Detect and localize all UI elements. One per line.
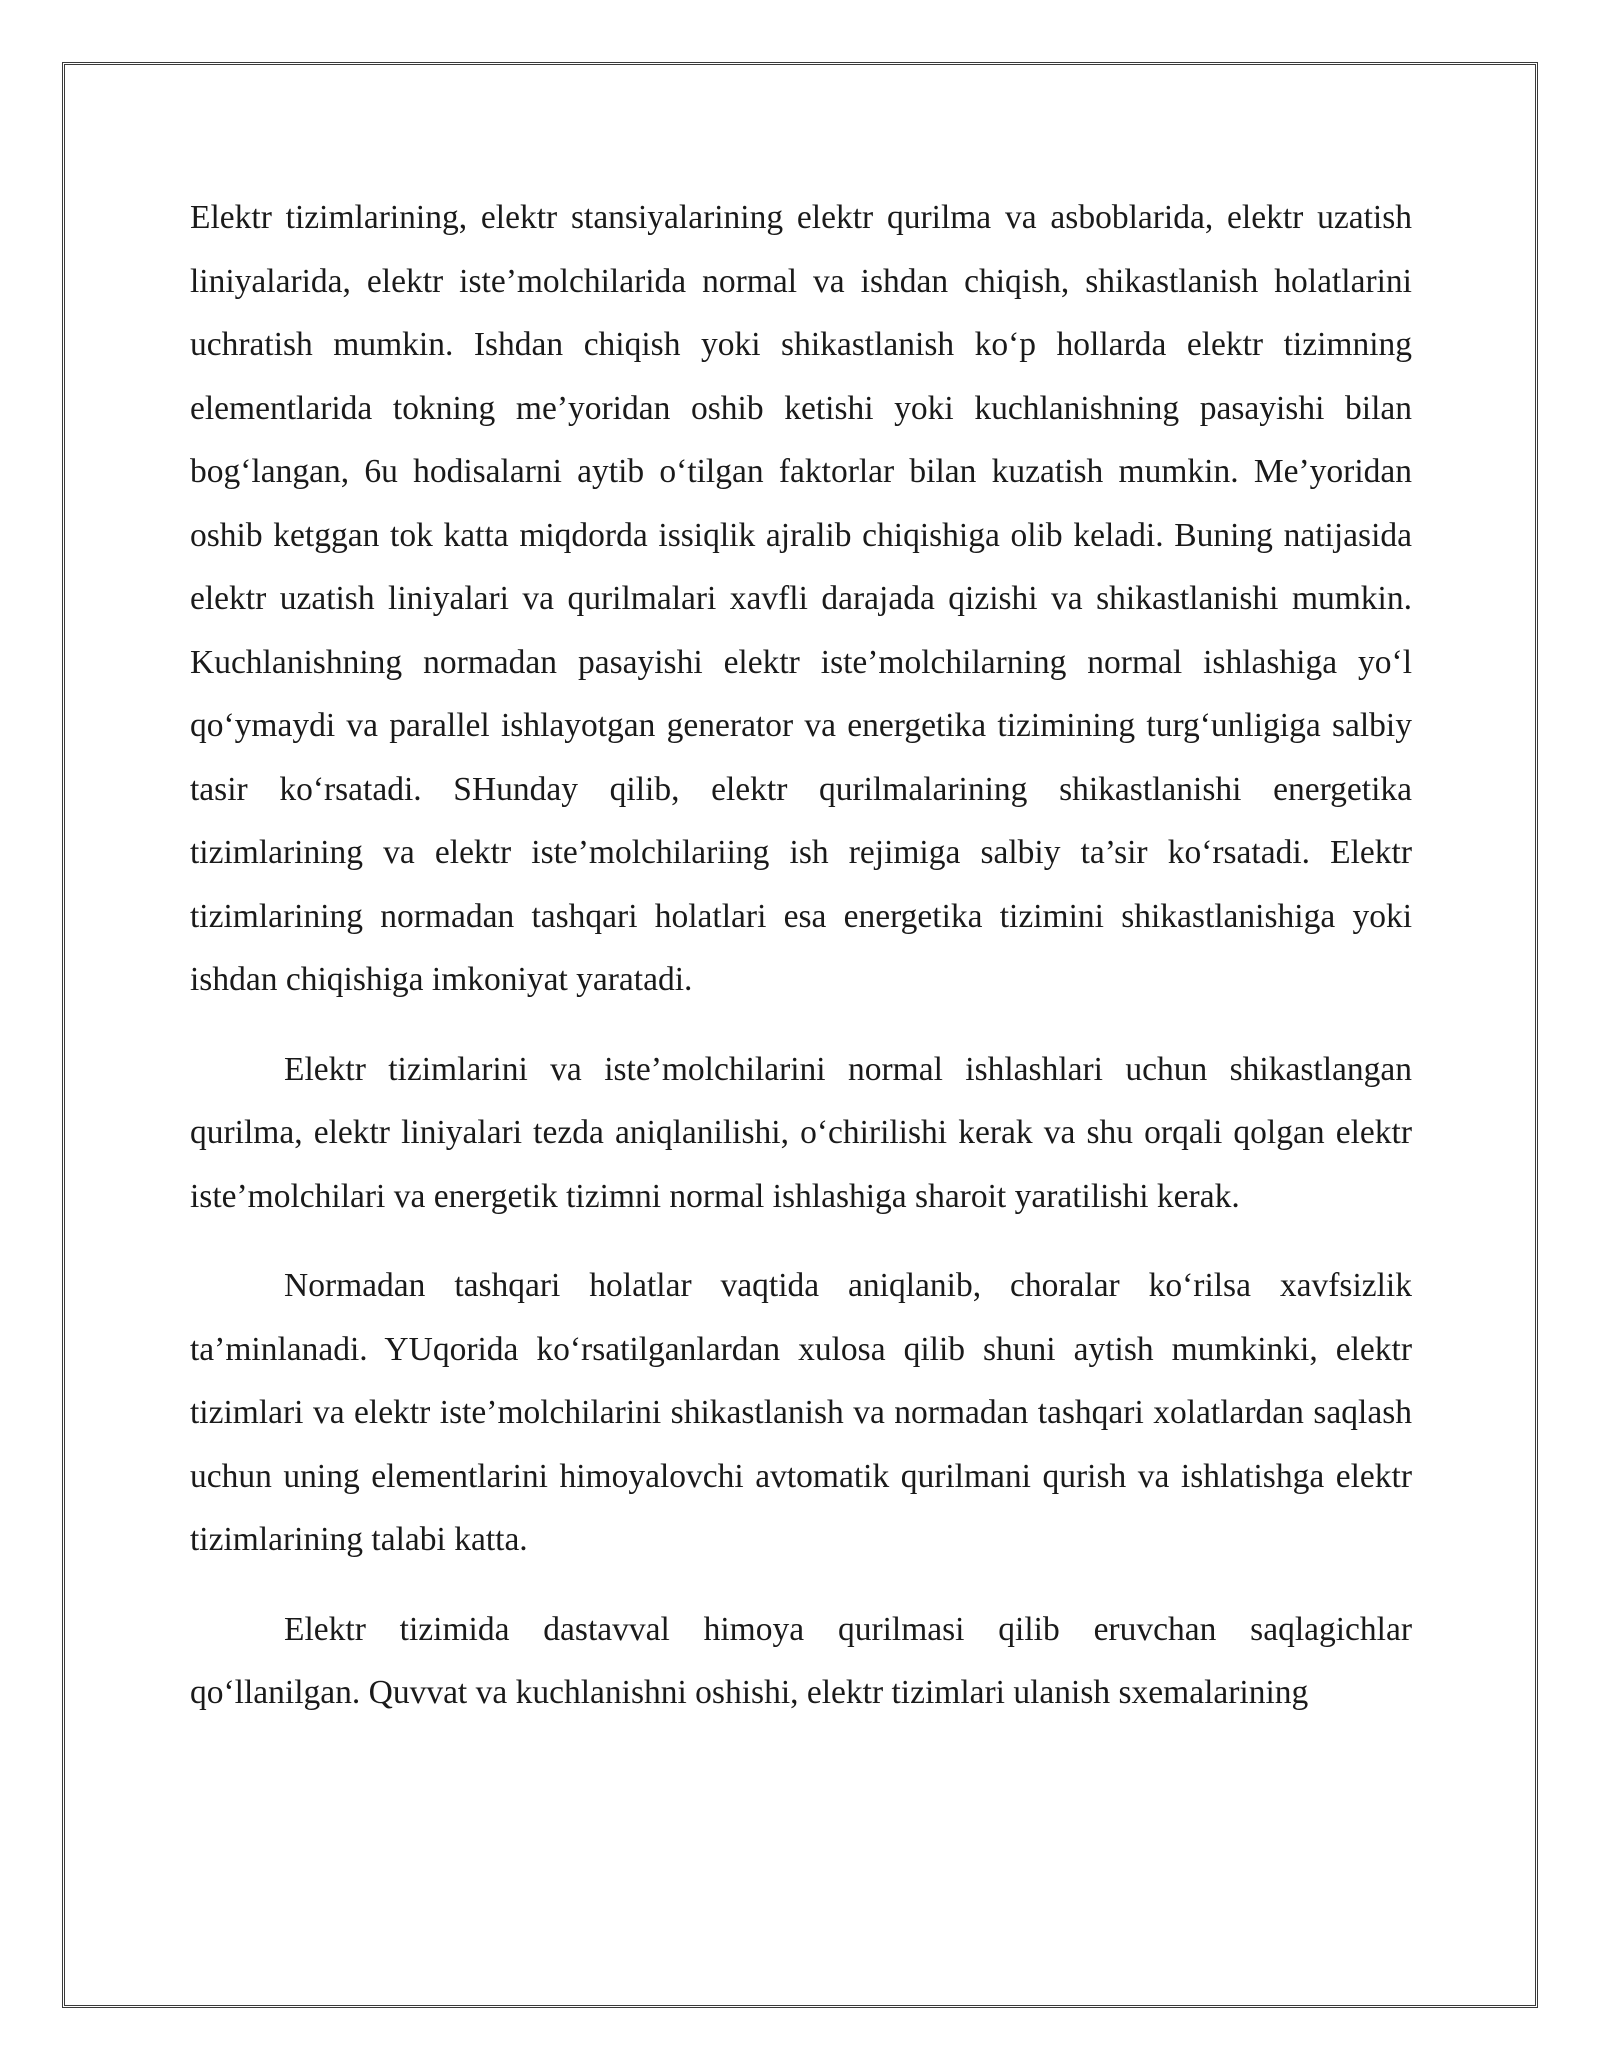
paragraph-4: Elektr tizimida dastavval himoya qurilmasi qilib eruvchan saqlagichlar qo‘llanilgan. Quvvat va kuchlanishni oshishi, elektr tizimlari ulanish sxemalarining [190, 1610, 1412, 1711]
paragraph-1: Elektr tizimlarining, elektr stansiyalarining elektr qurilma va asboblarida, elektr uzatish liniyalarida, elektr iste’molchilarida normal va ishdan chiqish, shikastlanish holatlarini uchratish mumkin. Ishdan chiqish yoki shikastlanish ko‘p hollarda elektr tizimning elementlarida tokning me’yoridan oshib ketishi yoki kuchlanishning pasayishi bilan bog‘langan, 6u hodisalarni aytib o‘tilgan faktorlar bilan kuzatish mumkin. Me’yoridan oshib ketggan tok katta miqdorda issiqlik ajralib chiqishiga olib keladi. Buning natijasida elektr uzatish liniyalari va qurilmalari xavfli darajada qizishi va shikastlanishi mumkin. Kuchlanishning normadan pasayishi elektr iste’molchilarning normal ishlashiga yo‘l qo‘ymaydi va parallel ishlayotgan generator va energetika tizimining turg‘unligiga salbiy tasir ko‘rsatadi. SHunday qilib, elektr qurilmalarining shikastlanishi energetika tizimlarining va elektr iste’molchilariing ish rejimiga salbiy ta’sir ko‘rsatadi. Elektr tizimlarining normadan tashqari holatlari esa energetika tizimini shikastlanishiga yoki ishdan chiqishiga imkoniyat yaratadi. [190, 199, 1412, 998]
document-body [190, 186, 1412, 1751]
paragraph-2: Elektr tizimlarini va iste’molchilarini normal ishlashlari uchun shikastlangan qurilma, elektr liniyalari tezda aniqlanilishi, o‘chirilishi kerak va shu orqali qolgan elektr iste’molchilari va energetik tizimni normal ishlashiga sharoit yaratilishi kerak. [190, 1050, 1412, 1215]
paragraph-3: Normadan tashqari holatlar vaqtida aniqlanib, choralar ko‘rilsa xavfsizlik ta’minlanadi. YUqorida ko‘rsatilganlardan xulosa qilib shuni aytish mumkinki, elektr tizimlari va elektr iste’molchilarini shikastlanish va normadan tashqari xolatlardan saqlash uchun uning elementlarini himoyalovchi avtomatik qurilmani qurish va ishlatishga elektr tizimlarining talabi katta. [190, 1267, 1412, 1558]
